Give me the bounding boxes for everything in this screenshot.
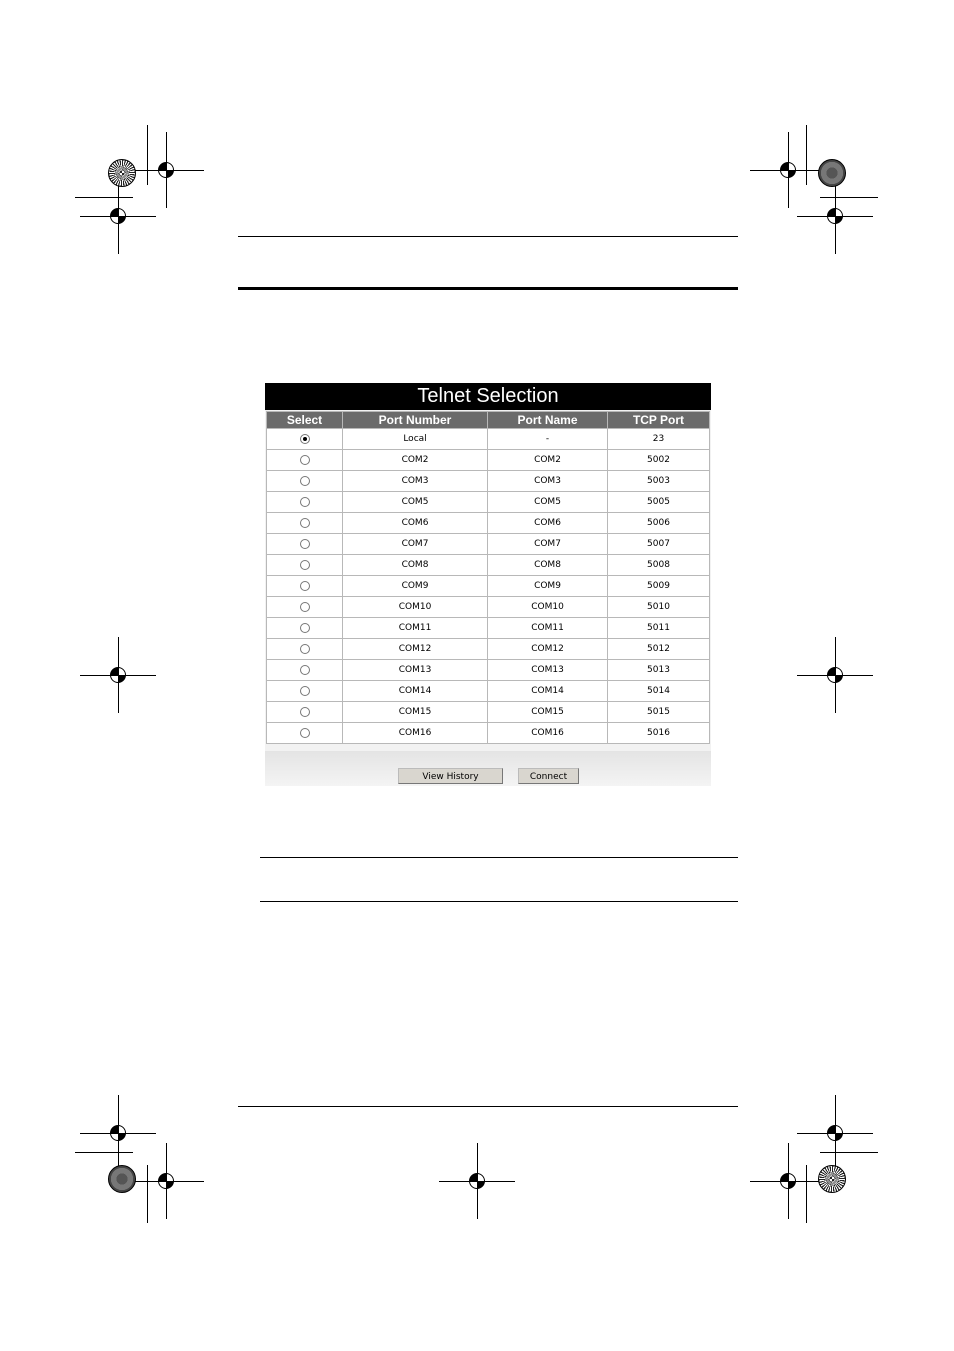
telnet-selection-panel xyxy=(265,383,711,786)
select-cell xyxy=(267,618,342,638)
select-cell xyxy=(267,429,342,449)
footer-rule xyxy=(238,1106,738,1107)
port-number-cell: COM6 xyxy=(343,513,487,533)
column-header-tcp-port: TCP Port xyxy=(608,412,709,428)
select-cell xyxy=(267,702,342,722)
tcp-port-cell: 5016 xyxy=(608,723,709,743)
table-body xyxy=(267,429,709,743)
port-number-cell: COM7 xyxy=(343,534,487,554)
port-number-cell: COM5 xyxy=(343,492,487,512)
select-radio[interactable] xyxy=(300,665,310,675)
table-row[interactable] xyxy=(267,492,709,512)
table-row[interactable] xyxy=(267,534,709,554)
table-row[interactable] xyxy=(267,429,709,449)
telnet-table xyxy=(266,411,710,744)
tcp-port-cell: 5003 xyxy=(608,471,709,491)
port-number-cell: Local xyxy=(343,429,487,449)
header-rule-thin xyxy=(238,236,738,237)
port-number-cell: COM15 xyxy=(343,702,487,722)
port-name-cell: COM15 xyxy=(488,702,607,722)
select-radio[interactable] xyxy=(300,560,310,570)
select-radio[interactable] xyxy=(300,623,310,633)
select-radio[interactable] xyxy=(300,434,310,444)
tcp-port-cell: 5013 xyxy=(608,660,709,680)
select-cell xyxy=(267,723,342,743)
tcp-port-cell: 5006 xyxy=(608,513,709,533)
table-row[interactable] xyxy=(267,450,709,470)
port-name-cell: COM9 xyxy=(488,576,607,596)
tcp-port-cell: 5005 xyxy=(608,492,709,512)
select-cell xyxy=(267,597,342,617)
crop-mark xyxy=(820,1152,878,1153)
column-header-port-name: Port Name xyxy=(488,412,607,428)
select-cell xyxy=(267,555,342,575)
select-radio[interactable] xyxy=(300,644,310,654)
select-radio[interactable] xyxy=(300,581,310,591)
connect-button[interactable]: Connect xyxy=(518,768,579,784)
select-radio[interactable] xyxy=(300,602,310,612)
select-radio[interactable] xyxy=(300,728,310,738)
port-number-cell: COM9 xyxy=(343,576,487,596)
port-name-cell: COM7 xyxy=(488,534,607,554)
port-name-cell: COM14 xyxy=(488,681,607,701)
note-rule-bottom xyxy=(260,901,738,902)
port-name-cell: COM8 xyxy=(488,555,607,575)
select-cell xyxy=(267,660,342,680)
port-name-cell: COM11 xyxy=(488,618,607,638)
port-name-cell: - xyxy=(488,429,607,449)
tcp-port-cell: 5014 xyxy=(608,681,709,701)
port-number-cell: COM13 xyxy=(343,660,487,680)
tcp-port-cell: 5007 xyxy=(608,534,709,554)
calibration-circle-icon xyxy=(818,159,846,187)
view-history-button[interactable]: View History xyxy=(398,768,503,784)
port-name-cell: COM10 xyxy=(488,597,607,617)
port-name-cell: COM5 xyxy=(488,492,607,512)
table-row[interactable] xyxy=(267,702,709,722)
button-bar xyxy=(265,751,711,786)
select-radio[interactable] xyxy=(300,686,310,696)
port-number-cell: COM14 xyxy=(343,681,487,701)
tcp-port-cell: 5008 xyxy=(608,555,709,575)
select-cell xyxy=(267,534,342,554)
tcp-port-cell: 5011 xyxy=(608,618,709,638)
note-rule-top xyxy=(260,857,738,858)
select-radio[interactable] xyxy=(300,539,310,549)
calibration-star-icon xyxy=(818,1165,846,1193)
table-row[interactable] xyxy=(267,660,709,680)
select-cell xyxy=(267,450,342,470)
port-name-cell: COM2 xyxy=(488,450,607,470)
select-cell xyxy=(267,681,342,701)
table-row[interactable] xyxy=(267,723,709,743)
tcp-port-cell: 5015 xyxy=(608,702,709,722)
table-row[interactable] xyxy=(267,576,709,596)
port-number-cell: COM11 xyxy=(343,618,487,638)
select-cell xyxy=(267,492,342,512)
table-row[interactable] xyxy=(267,471,709,491)
select-radio[interactable] xyxy=(300,497,310,507)
tcp-port-cell: 5002 xyxy=(608,450,709,470)
port-number-cell: COM12 xyxy=(343,639,487,659)
panel-title: Telnet Selection xyxy=(265,383,711,410)
crop-mark xyxy=(806,125,807,185)
header-rule-thick xyxy=(238,287,738,290)
table-row[interactable] xyxy=(267,513,709,533)
table-row[interactable] xyxy=(267,681,709,701)
select-cell xyxy=(267,639,342,659)
select-radio[interactable] xyxy=(300,518,310,528)
crop-mark xyxy=(820,197,878,198)
port-number-cell: COM2 xyxy=(343,450,487,470)
port-name-cell: COM6 xyxy=(488,513,607,533)
select-radio[interactable] xyxy=(300,455,310,465)
crop-mark xyxy=(806,1165,807,1223)
table-row[interactable] xyxy=(267,618,709,638)
calibration-circle-icon xyxy=(108,1165,136,1193)
select-cell xyxy=(267,576,342,596)
table-row[interactable] xyxy=(267,555,709,575)
port-number-cell: COM8 xyxy=(343,555,487,575)
column-header-select: Select xyxy=(267,412,342,428)
port-name-cell: COM3 xyxy=(488,471,607,491)
tcp-port-cell: 5009 xyxy=(608,576,709,596)
tcp-port-cell: 5010 xyxy=(608,597,709,617)
table-row[interactable] xyxy=(267,597,709,617)
port-number-cell: COM3 xyxy=(343,471,487,491)
crop-mark xyxy=(75,1152,133,1153)
calibration-star-icon xyxy=(108,159,136,187)
crop-mark xyxy=(75,197,133,198)
tcp-port-cell: 23 xyxy=(608,429,709,449)
tcp-port-cell: 5012 xyxy=(608,639,709,659)
table-header-row xyxy=(267,412,709,428)
select-radio[interactable] xyxy=(300,476,310,486)
port-name-cell: COM16 xyxy=(488,723,607,743)
crop-mark xyxy=(147,1165,148,1223)
select-cell xyxy=(267,513,342,533)
port-number-cell: COM16 xyxy=(343,723,487,743)
column-header-port-number: Port Number xyxy=(343,412,487,428)
table-row[interactable] xyxy=(267,639,709,659)
port-number-cell: COM10 xyxy=(343,597,487,617)
select-cell xyxy=(267,471,342,491)
port-name-cell: COM13 xyxy=(488,660,607,680)
port-name-cell: COM12 xyxy=(488,639,607,659)
crop-mark xyxy=(147,125,148,185)
select-radio[interactable] xyxy=(300,707,310,717)
